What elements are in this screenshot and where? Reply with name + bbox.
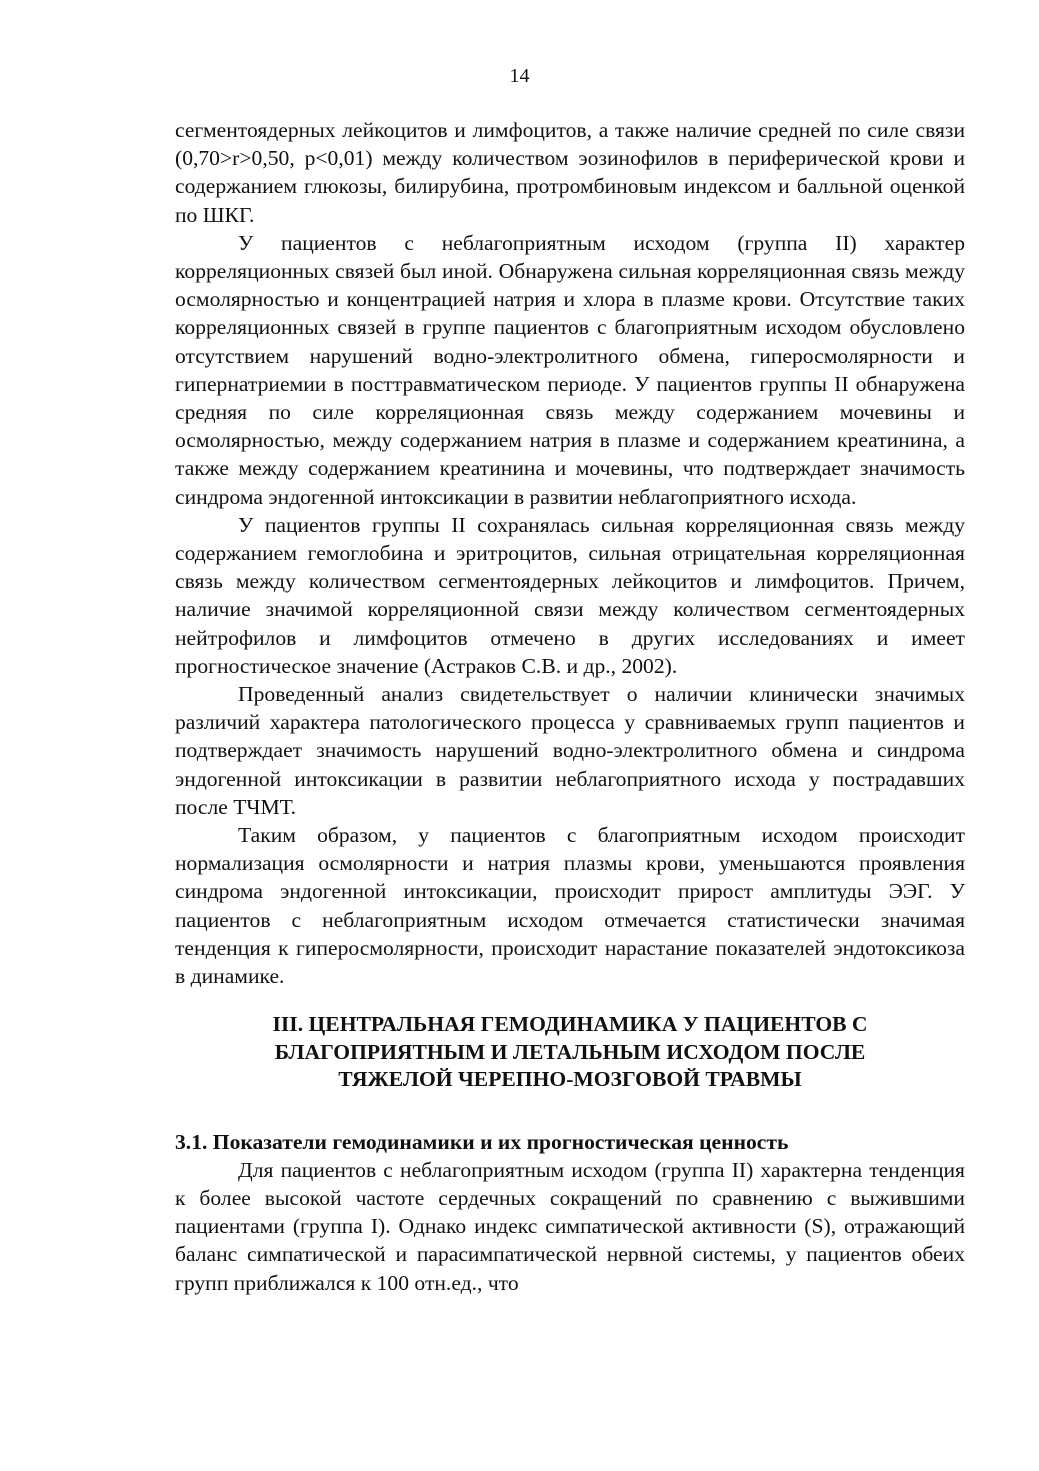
paragraph-6: Для пациентов с неблагоприятным исходом (группа II) характерна тенденция к более высокой частоте сердечных сокращений по сравнению с выжившими пациентами (группа I). Однако индекс симпатической активности (S), отражающий баланс симпатической и парасимпатической нервной системы, у пациентов обеих групп приближался к 100 отн.ед., что (175, 1157, 965, 1295)
paragraph-1: сегментоядерных лейкоцитов и лимфоцитов, а также наличие средней по силе связи (0,70>r>0,50, p<0,01) между количеством эозинофилов в периферической крови и содержанием глюкозы, билирубина, протромбиновым индексом и балльной оценкой по ШКГ. (175, 118, 965, 227)
chapter-title-line-3: ТЯЖЕЛОЙ ЧЕРЕПНО-МОЗГОВОЙ ТРАВМЫ (338, 1067, 802, 1092)
chapter-title-line-2: БЛАГОПРИЯТНЫМ И ЛЕТАЛЬНЫМ ИСХОДОМ ПОСЛЕ (274, 1039, 866, 1064)
paragraph-5: Таким образом, у пациентов с благоприятным исходом происходит нормализация осмолярности и натрия плазмы крови, уменьшаются проявления синдрома эндогенной интоксикации, происходит прирост амплитуды ЭЭГ. У пациентов с неблагоприятным исходом отмечается статистически значимая тенденция к гиперосмолярности, происходит нарастание показателей эндотоксикоза в динамике. (175, 823, 965, 989)
page-body (175, 116, 965, 1297)
paragraph-3: У пациентов группы II сохранялась сильная корреляционная связь между содержанием гемоглобина и эритроцитов, сильная отрицательная корреляционная связь между количеством сегментоядерных лейкоцитов и лимфоцитов. Причем, наличие значимой корреляционной связи между количеством сегментоядерных нейтрофилов и лимфоцитов отмечено в других исследованиях и имеет прогностическое значение (Астраков С.В. и др., 2002). (175, 512, 965, 678)
page-number: 14 (509, 65, 530, 87)
paragraph-4: Проведенный анализ свидетельствует о наличии клинически значимых различий характера патологического процесса у сравниваемых групп пациентов и подтверждает значимость нарушений водно-электролитного обмена и синдрома эндогенной интоксикации в развитии неблагоприятного исхода у пострадавших после ТЧМТ. (175, 682, 965, 819)
chapter-title (175, 1011, 965, 1094)
chapter-title-line-1: III. ЦЕНТРАЛЬНАЯ ГЕМОДИНАМИКА У ПАЦИЕНТОВ С (272, 1012, 868, 1037)
section-title: 3.1. Показатели гемодинамики и их прогностическая ценность (175, 1129, 789, 1154)
paragraph-2: У пациентов с неблагоприятным исходом (группа II) характер корреляционных связей был иной. Обнаружена сильная корреляционная связь между осмолярностью и концентрацией натрия и хлора в плазме крови. Отсутствие таких корреляционных связей в группе пациентов с благоприятным исходом обусловлено отсутствием нарушений водно-электролитного обмена, гиперосмолярности и гипернатриемии в посттравматическом периоде. У пациентов группы II обнаружена средняя по силе корреляционная связь между содержанием мочевины и осмолярностью, между содержанием натрия в плазме и содержанием креатинина, а также между содержанием креатинина и мочевины, что подтверждает значимость синдрома эндогенной интоксикации в развитии неблагоприятного исхода. (175, 230, 965, 509)
